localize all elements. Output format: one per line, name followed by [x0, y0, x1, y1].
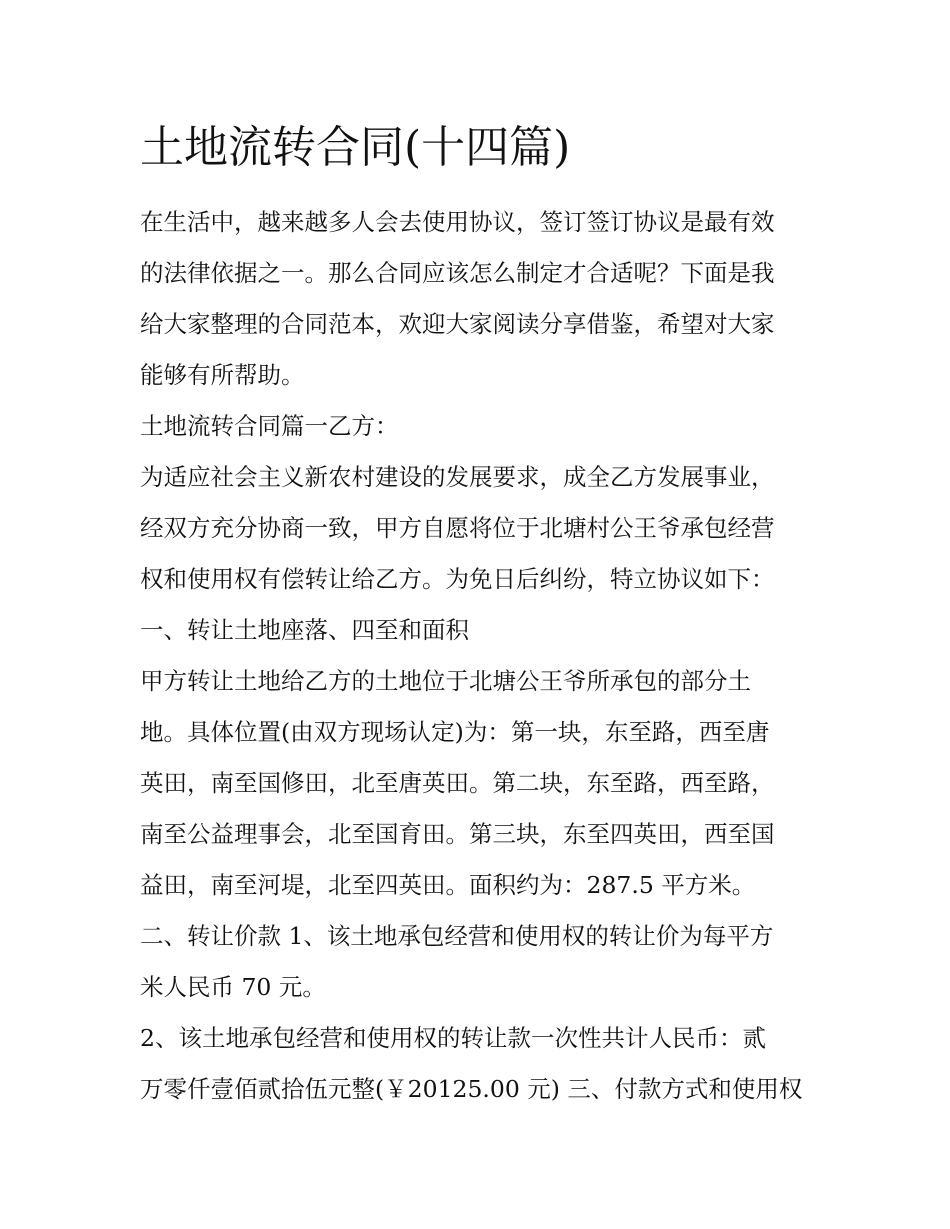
paragraph-line: 能够有所帮助。	[140, 361, 305, 389]
paragraph-line: 英田，南至国修田，北至唐英田。第二块，东至路，西至路，	[140, 769, 775, 797]
paragraph-line: 米人民币 70 元。	[140, 973, 326, 1001]
paragraph-line: 权和使用权有偿转让给乙方。为免日后纠纷，特立协议如下：	[140, 565, 775, 593]
clause-heading-line: 一、转让土地座落、四至和面积	[140, 616, 469, 644]
paragraph-line: 2、该土地承包经营和使用权的转让款一次性共计人民币：贰	[140, 1024, 766, 1052]
paragraph-line: 南至公益理事会，北至国育田。第三块，东至四英田，西至国	[140, 820, 775, 848]
paragraph-line: 经双方充分协商一致，甲方自愿将位于北塘村公王爷承包经营	[140, 514, 775, 542]
document-title: 土地流转合同(十四篇)	[140, 122, 571, 173]
section-heading-line: 土地流转合同篇一乙方：	[140, 412, 399, 440]
paragraph-line: 益田，南至河堤，北至四英田。面积约为：287.5 平方米。	[140, 871, 756, 899]
paragraph-line: 为适应社会主义新农村建设的发展要求，成全乙方发展事业，	[140, 463, 775, 491]
paragraph-line: 地。具体位置(由双方现场认定)为：第一块，东至路，西至唐	[140, 718, 770, 746]
paragraph-line: 的法律依据之一。那么合同应该怎么制定才合适呢？下面是我	[140, 259, 775, 287]
paragraph-line: 给大家整理的合同范本，欢迎大家阅读分享借鉴，希望对大家	[140, 310, 775, 338]
paragraph-line: 在生活中，越来越多人会去使用协议，签订签订协议是最有效	[140, 208, 775, 236]
paragraph-line: 甲方转让土地给乙方的土地位于北塘公王爷所承包的部分土	[140, 667, 751, 695]
paragraph-line: 万零仟壹佰贰拾伍元整(￥20125.00 元) 三、付款方式和使用权	[140, 1075, 803, 1103]
clause-heading-line: 二、转让价款 1、该土地承包经营和使用权的转让价为每平方	[140, 922, 774, 950]
